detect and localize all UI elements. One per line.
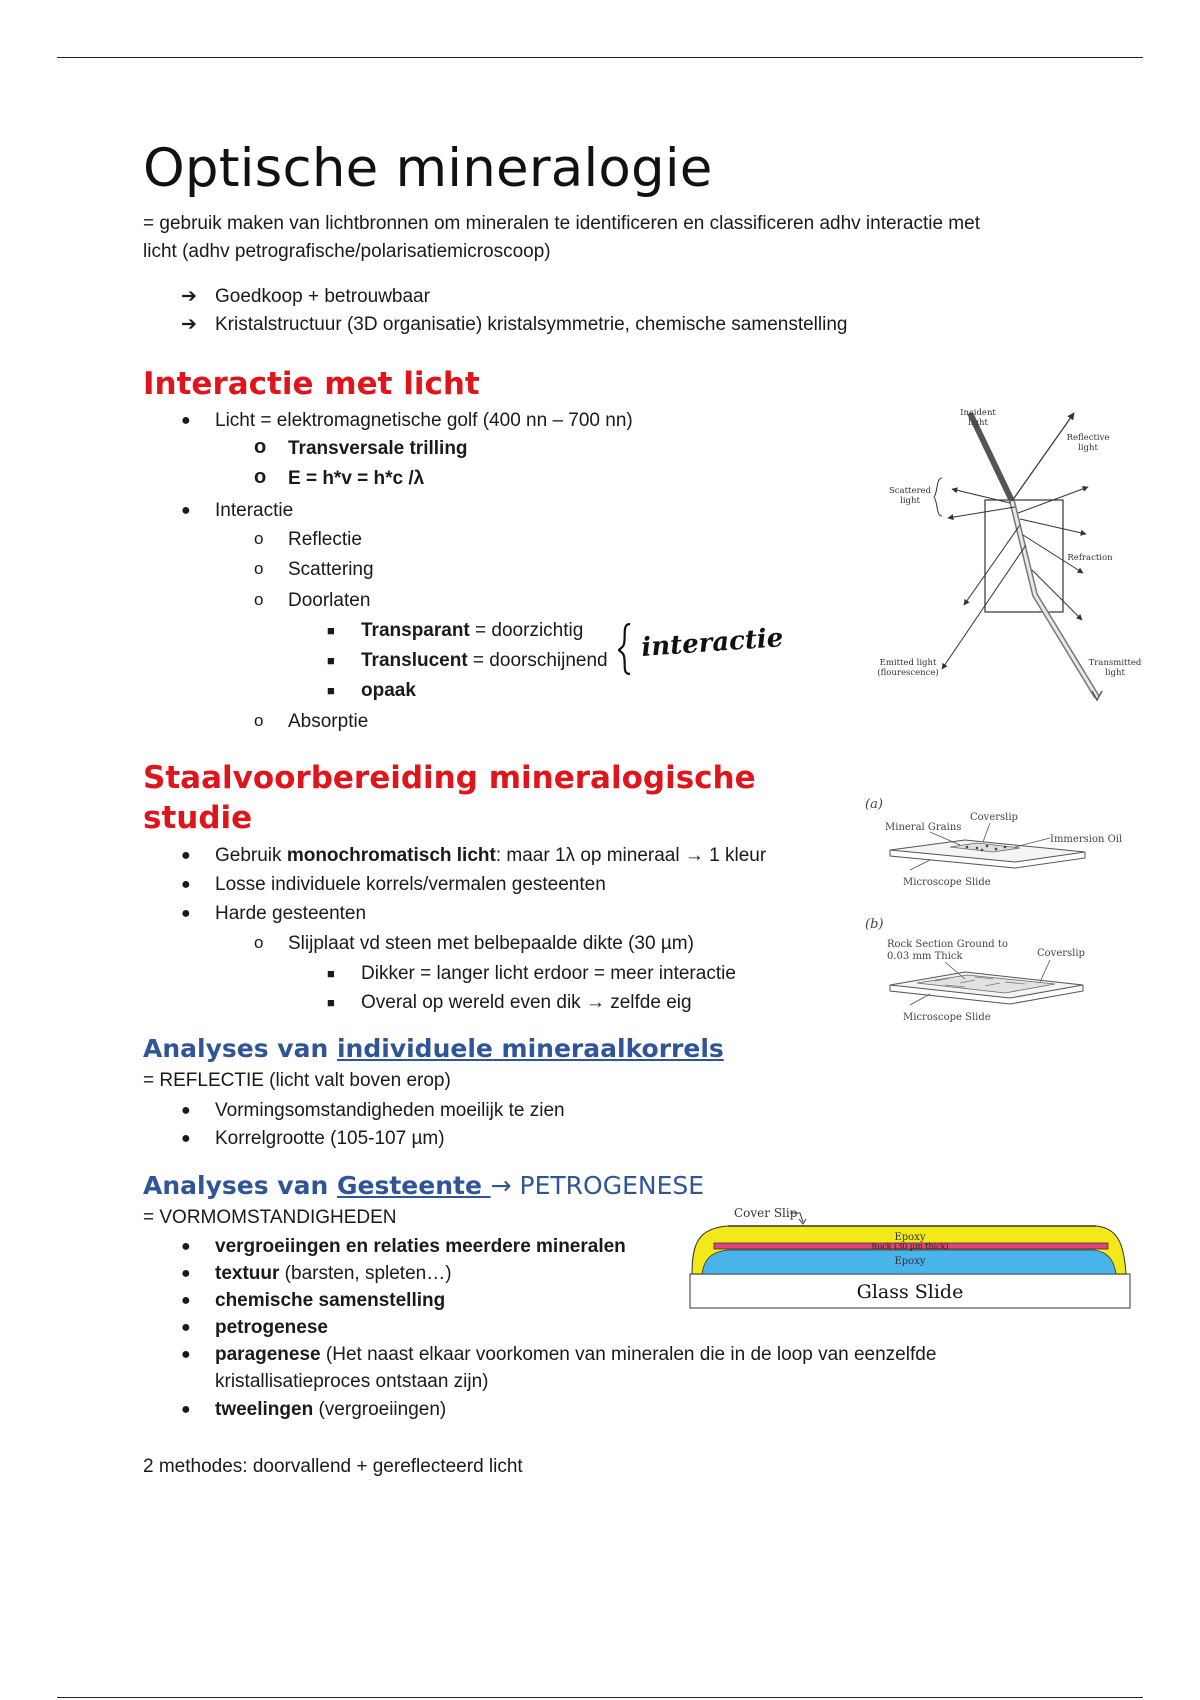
- handwritten-annotation: [618, 620, 788, 676]
- heading-underlined: Gesteente: [336, 1171, 491, 1200]
- term-bold: tweelingen: [215, 1399, 314, 1420]
- square-bullet-icon: ■: [327, 653, 335, 668]
- list-item-text: (barsten, spleten…): [279, 1263, 452, 1284]
- bullet-icon: ●: [181, 1346, 191, 1363]
- term-bold: Transparant: [361, 620, 470, 641]
- list-item-text: Doorlaten: [288, 590, 371, 611]
- intro-line-1: = gebruik maken van lichtbronnen om mineralen te identificeren en classificeren adhv interactie met: [143, 213, 980, 234]
- top-rule: [57, 57, 1143, 58]
- label-figure-b: (b): [865, 917, 884, 932]
- bullet-icon: ●: [181, 412, 191, 429]
- list-item: [254, 930, 694, 958]
- list-item-text: Interactie: [215, 500, 294, 521]
- label-reflective-light: Reflective light: [1066, 433, 1110, 453]
- list-item: [181, 1097, 565, 1125]
- intro-line-2: licht (adhv petrografische/polarisatiemicroscoop): [143, 241, 551, 262]
- square-bullet-icon: ■: [327, 995, 335, 1010]
- list-item: [327, 677, 416, 705]
- label-glass-slide: Glass Slide: [856, 1281, 964, 1303]
- term-bold: monochromatisch licht: [286, 845, 496, 866]
- label-mineral-grains: Mineral Grains: [885, 822, 962, 833]
- list-item-text: Reflectie: [288, 529, 362, 550]
- bullet-icon: ●: [181, 847, 191, 864]
- label-coverslip-b: Coverslip: [1037, 948, 1085, 959]
- label-microscope-slide-a: Microscope Slide: [903, 877, 991, 888]
- circle-bullet-icon: o: [254, 529, 264, 548]
- intro-arrow-text: Goedkoop + betrouwbaar: [215, 286, 430, 307]
- bullet-icon: ●: [181, 502, 191, 519]
- circle-bullet-icon: o: [254, 933, 264, 952]
- list-item: [181, 1233, 626, 1261]
- list-item: [327, 960, 736, 988]
- list-item-text: Slijplaat vd steen met belbepaalde dikte (30 µm): [288, 933, 694, 954]
- list-item: [254, 587, 371, 615]
- label-incident-light: Incident light: [960, 408, 996, 428]
- list-item-text: Vormingsomstandigheden moeilijk te zien: [215, 1100, 565, 1121]
- label-microscope-slide-b: Microscope Slide: [903, 1012, 991, 1023]
- heading-staalvoorbereiding: [143, 758, 756, 838]
- bullet-icon: ●: [181, 1265, 191, 1282]
- label-coverslip-a: Coverslip: [970, 812, 1018, 823]
- list-item-text: Absorptie: [288, 711, 369, 732]
- list-item: [181, 497, 294, 525]
- list-item-text: Korrelgrootte (105-107 µm): [215, 1128, 445, 1149]
- bullet-icon: ●: [181, 1292, 191, 1309]
- label-emitted-light: Emitted light (flourescence): [877, 658, 939, 678]
- heading-text: Analyses van: [143, 1034, 337, 1063]
- bullet-icon: ●: [181, 1401, 191, 1418]
- intro-arrow-item: [181, 311, 848, 339]
- list-item: [181, 407, 633, 435]
- circle-bullet-icon: o: [254, 466, 267, 488]
- bullet-icon: ●: [181, 1319, 191, 1336]
- label-epoxy-bottom: Epoxy: [894, 1256, 926, 1267]
- list-item: [181, 1125, 445, 1153]
- list-item-text: Losse individuele korrels/vermalen gesteenten: [215, 874, 606, 895]
- term-bold: opaak: [361, 680, 416, 701]
- bullet-icon: ●: [181, 876, 191, 893]
- term-bold: paragenese: [215, 1344, 321, 1365]
- list-item-text: Overal op wereld even dik → zelfde eig: [361, 992, 692, 1013]
- list-item: [181, 1396, 447, 1424]
- heading-individuele-mineraalkorrels: [143, 1033, 724, 1065]
- term-definition: = doorschijnend: [467, 650, 608, 671]
- term-bold: vergroeiingen en relaties meerdere mineralen: [215, 1236, 626, 1257]
- term-bold: textuur: [215, 1263, 280, 1284]
- bullet-icon: ●: [181, 905, 191, 922]
- list-item-continuation: kristallisatieproces ontstaan zijn): [215, 1371, 489, 1392]
- term-bold: petrogenese: [215, 1317, 328, 1338]
- handwritten-word: interactie: [640, 623, 785, 663]
- circle-bullet-icon: o: [254, 559, 264, 578]
- list-item: [181, 1314, 328, 1342]
- list-item: [181, 871, 606, 899]
- term-definition: = doorzichtig: [469, 620, 584, 641]
- circle-bullet-icon: o: [254, 711, 264, 730]
- list-item-text: (vergroeiingen): [313, 1399, 447, 1420]
- square-bullet-icon: ■: [327, 623, 335, 638]
- list-item-text: Gebruik: [215, 845, 287, 866]
- list-item-text: Scattering: [288, 559, 374, 580]
- label-immersion-oil: Immersion Oil: [1050, 834, 1123, 845]
- square-bullet-icon: ■: [327, 966, 335, 981]
- square-bullet-icon: ■: [327, 683, 335, 698]
- circle-bullet-icon: o: [254, 436, 267, 458]
- intro-arrow-item: [181, 283, 430, 311]
- heading-gesteente: [143, 1170, 704, 1202]
- heading-line: Staalvoorbereiding mineralogische: [143, 760, 756, 796]
- heading-underlined: individuele mineraalkorrels: [336, 1034, 724, 1063]
- section-intro: = VORMOMSTANDIGHEDEN: [143, 1207, 397, 1228]
- list-item-text: (Het naast elkaar voorkomen van mineralen die in de loop van eenzelfde: [320, 1344, 937, 1365]
- heading-text: → PETROGENESE: [490, 1171, 705, 1200]
- term-bold: chemische samenstelling: [215, 1290, 446, 1311]
- label-rock: Rock (30 µm thick): [871, 1242, 949, 1251]
- light-interaction-diagram: [870, 395, 1145, 710]
- list-item: [181, 842, 767, 870]
- intro-arrow-text: Kristalstructuur (3D organisatie) kristalsymmetrie, chemische samenstelling: [215, 314, 848, 335]
- list-item: [254, 465, 425, 493]
- label-epoxy-top: Epoxy: [894, 1232, 926, 1243]
- list-item-text: : maar 1λ op mineraal → 1 kleur: [495, 845, 767, 866]
- bullet-icon: ●: [181, 1238, 191, 1255]
- bullet-icon: ●: [181, 1130, 191, 1147]
- list-item-text: Dikker = langer licht erdoor = meer interactie: [361, 963, 736, 984]
- page-title: Optische mineralogie: [143, 138, 713, 199]
- list-item: [327, 989, 692, 1017]
- thin-section-slide-diagram: [688, 1200, 1133, 1310]
- heading-text: Analyses van: [143, 1171, 337, 1200]
- list-item-text: Licht = elektromagnetische golf (400 nn – 700 nn): [215, 410, 633, 431]
- section-intro: = REFLECTIE (licht valt boven erop): [143, 1070, 451, 1091]
- list-item: [254, 526, 362, 554]
- heading-line: studie: [143, 800, 253, 836]
- list-item: [327, 647, 608, 675]
- list-item: [181, 1287, 446, 1315]
- list-item: [254, 556, 374, 584]
- methods-note: 2 methodes: doorvallend + gereflecteerd licht: [143, 1456, 523, 1477]
- bottom-rule: [57, 1697, 1143, 1698]
- label-refraction: Refraction: [1067, 553, 1113, 563]
- heading-interactie: Interactie met licht: [143, 366, 480, 402]
- bullet-icon: ●: [181, 1102, 191, 1119]
- label-figure-a: (a): [865, 797, 883, 812]
- list-item-text: Harde gesteenten: [215, 903, 367, 924]
- label-cover-slip: Cover Slip: [734, 1206, 798, 1220]
- list-item-text: E = h*v = h*c /λ: [288, 468, 425, 489]
- arrow-icon: ➔: [181, 286, 197, 307]
- term-bold: Translucent: [361, 650, 468, 671]
- list-item: [254, 435, 468, 463]
- arrow-icon: ➔: [181, 314, 197, 335]
- label-rock-section: Rock Section Ground to 0.03 mm Thick: [887, 939, 1008, 962]
- list-item: [327, 617, 584, 645]
- circle-bullet-icon: o: [254, 590, 264, 609]
- list-item-text: Transversale trilling: [288, 438, 468, 459]
- label-scattered-light: Scattered light: [888, 486, 932, 506]
- list-item: [181, 1260, 452, 1288]
- list-item: [254, 708, 369, 736]
- list-item: [181, 900, 367, 928]
- label-transmitted-light: Transmitted light: [1088, 658, 1142, 678]
- sample-preparation-figure: [855, 790, 1130, 1030]
- list-item: [181, 1341, 937, 1369]
